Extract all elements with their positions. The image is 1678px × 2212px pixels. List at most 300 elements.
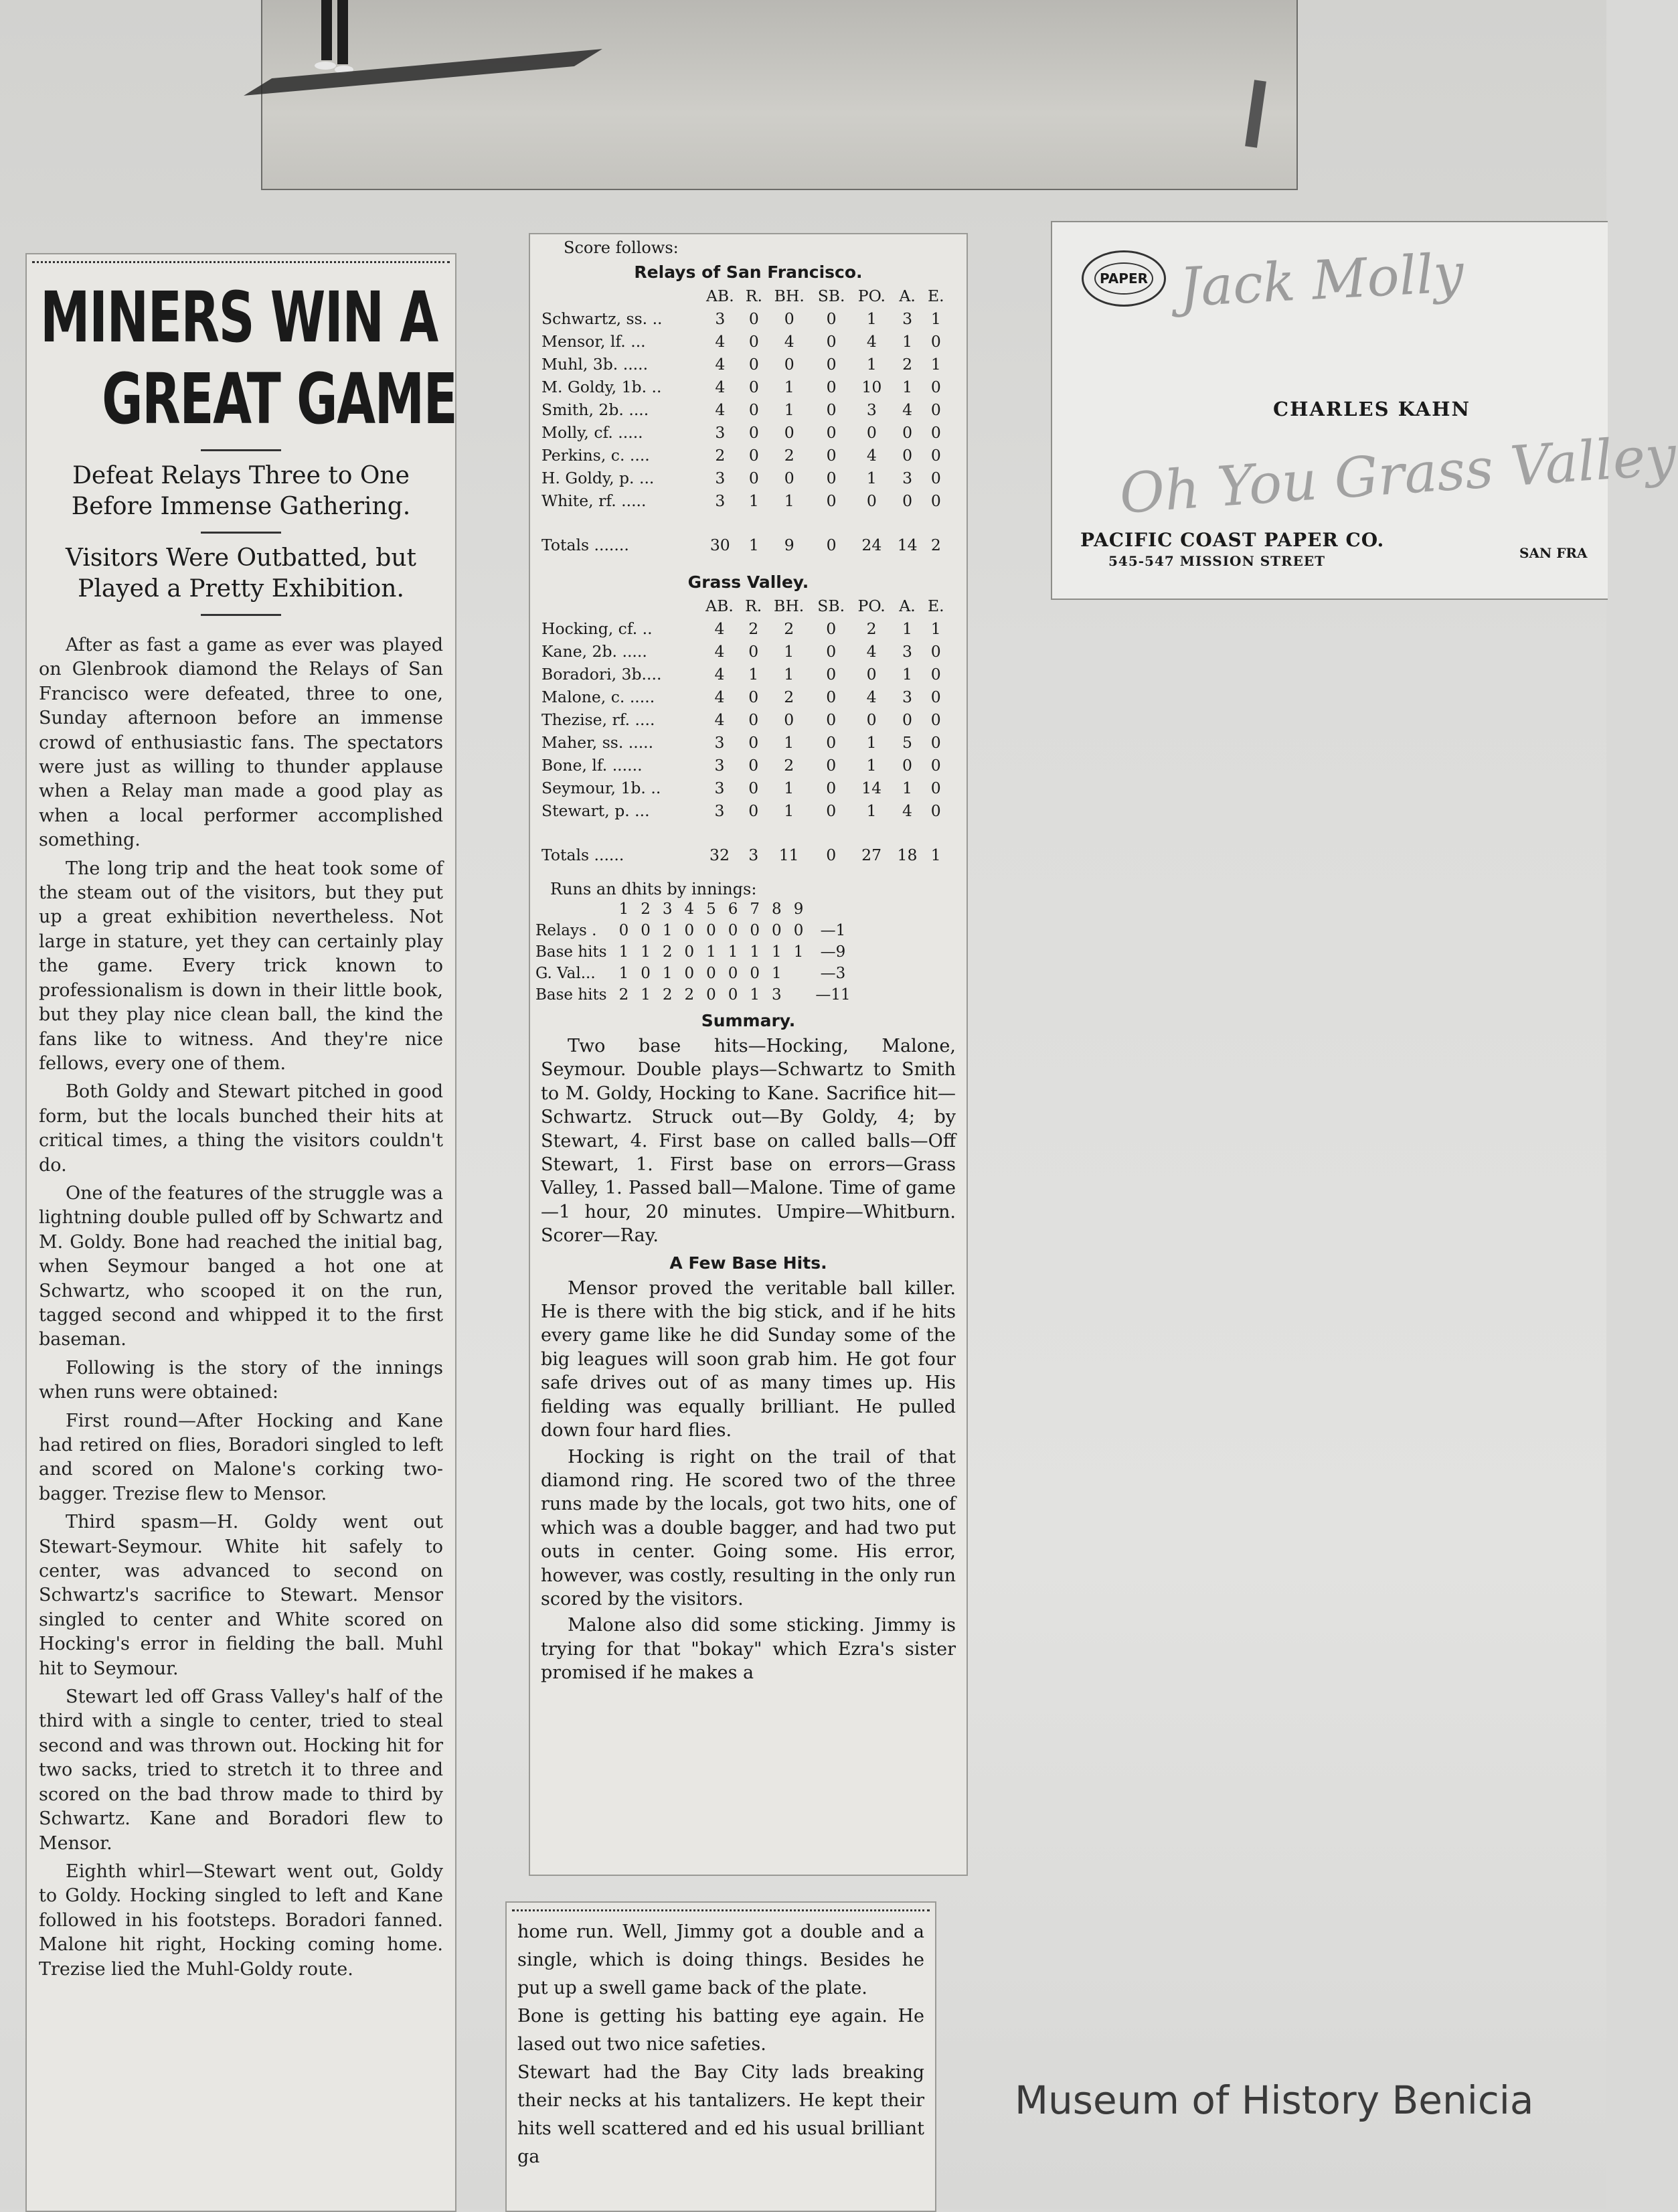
innings-label: G. Val... [535,965,596,982]
divider [201,449,281,451]
stat-cell: 0 [826,665,837,684]
box-score-clipping [529,233,968,1876]
grass-valley-rows [539,617,949,866]
stat-cell: 1 [866,469,877,487]
company-name: PACIFIC COAST PAPER CO. [1080,529,1385,551]
paragraph: Following is the story of the innings when runs were obtained: [39,1357,443,1403]
paragraph: Stewart led off Grass Valley's half of the third with a single to center, tried to steal second and was thrown out. Hocking hit for two sacks, tried to stretch it to three and scored on the bad throw made to third by Schwartz. Kane and Boradori flew to Mensor. [39,1686,443,1854]
signature: Jack Molly [1177,241,1466,319]
stat-cell: 0 [826,309,837,328]
player-name: Molly, cf. ..... [541,423,643,442]
paragraph: Two base hits—Hocking, Malone, Seymour. Double plays—Schwartz to Smith to M. Goldy, Hocking to Kane. Sacrifice hit—Schwartz. Struck out—By Goldy, 4; by Stewart, 4. First base on called balls—Off Stewart, 1. First base on errors—Grass Valley, 1. Passed ball—Malone. Time of game—1 hour, 20 minutes. Umpire—Whitburn. Scorer—Ray. [541,1036,956,1247]
player-name: White, rf. ..... [541,491,647,510]
player-name: Kane, 2b. ..... [541,642,647,661]
player-row [539,489,949,512]
inning-cell: 1 [641,943,651,961]
stat-cell: 0 [784,469,794,487]
stat-cell: 0 [930,756,941,775]
stat-cell: 2 [784,756,794,775]
stat-cell: 4 [715,355,726,374]
inning-number: 9 [793,900,804,918]
stat-cell: 3 [866,400,877,419]
stat-cell: 0 [930,378,941,396]
player-row [539,754,949,777]
stat-cell: 4 [714,619,725,638]
stat-cell: 2 [866,619,877,638]
stat-cell: 0 [748,801,759,820]
stat-cell: 3 [748,846,759,864]
stat-cell: 0 [930,491,941,510]
player-name: Boradori, 3b.... [541,665,662,684]
stat-cell: 1 [902,779,912,797]
stat-cell: 0 [784,355,794,374]
stat-cell: 1 [784,400,794,419]
stat-cell: 0 [930,332,941,351]
inning-number: 6 [728,900,738,918]
stat-cell: 1 [748,665,759,684]
stat-cell: 1 [784,733,794,752]
inning-cell: 0 [728,986,738,1004]
innings-row [535,920,857,941]
column-header: SB. [817,597,845,615]
innings-label: Relays . [535,922,597,939]
stat-cell: 2 [715,446,726,465]
stat-cell: 1 [930,619,941,638]
innings-label: Base hits [535,943,607,961]
stat-cell: 1 [784,779,794,797]
stat-cell: 0 [866,665,877,684]
stat-cell: 3 [714,801,725,820]
stat-cell: 0 [748,332,759,351]
paragraph: home run. Well, Jimmy got a double and a single, which is doing things. Besides he put up a swell game back of the plate. [517,1921,924,1998]
inning-cell: 1 [793,943,804,961]
card-name: CHARLES KAHN [1273,398,1471,420]
column-header: BH. [774,287,805,305]
inning-number: 7 [750,900,760,918]
inning-number: 3 [662,900,673,918]
paragraph: Third spasm—H. Goldy went out Stewart-Seymour. White hit safely to center, was advanced to second on Schwartz's sacrifice to Stewart. Mensor singled to center and White scored on Hocking's error in fielding the ball. Muhl hit to Seymour. [39,1512,443,1679]
column-header: E. [927,597,944,615]
basehits-title: A Few Base Hits. [669,1253,827,1273]
stat-cell: 1 [866,733,877,752]
player-row [539,467,949,489]
inning-cell: 1 [750,986,760,1004]
inning-cell: 1 [772,943,782,961]
headline-line1: MINERS WIN A [40,276,438,358]
player-row [539,777,949,799]
summary-text [541,1034,956,1248]
stat-cell: 3 [902,688,912,706]
subheadline-1: Defeat Relays Three to One Before Immense Gathering. [71,462,411,520]
stat-cell: 0 [748,400,759,419]
stat-cell: 1 [866,756,877,775]
inning-number [809,898,856,920]
inning-cell: 0 [618,922,629,939]
player-figure [289,0,376,80]
stat-cell: 3 [715,423,726,442]
stat-cell: 1 [866,309,877,328]
player-name: Mensor, lf. ... [541,332,646,351]
handwritten-note: Oh You Grass Valley [1117,424,1678,526]
innings-rows [535,920,857,1006]
stat-cell: 14 [897,536,918,554]
inning-cell: 2 [684,986,695,1004]
player-row [539,307,949,330]
inning-cell: 1 [728,943,738,961]
stat-cell: 1 [930,355,941,374]
inning-cell: 0 [641,922,651,939]
grass-valley-title: Grass Valley. [687,572,809,592]
column-header: A. [899,287,916,305]
stat-cell: 1 [902,378,913,396]
border-dots [512,1903,930,1911]
player-row [539,353,949,376]
stat-cell: 0 [826,423,837,442]
inning-number: 2 [641,900,651,918]
innings-row [535,963,857,984]
inning-cell: —1 [820,922,846,939]
inning-cell: 2 [618,986,629,1004]
paper-logo [1082,250,1166,307]
stat-cell: 0 [930,801,941,820]
summary-title: Summary. [701,1011,796,1030]
relays-box-score [539,285,949,556]
stat-cell: 0 [748,446,759,465]
photo-tack [1245,80,1266,148]
player-row [539,640,949,663]
column-header: AB. [705,287,734,305]
column-header: E. [928,287,944,305]
stat-cell: 1 [784,801,794,820]
stat-cell: 1 [930,309,941,328]
stat-cell: 4 [714,710,725,729]
stat-cell: 0 [748,779,759,797]
stat-cell: 24 [861,536,882,554]
player-name: Smith, 2b. .... [541,400,649,419]
inning-cell: 2 [662,986,673,1004]
stat-cell: 4 [902,801,912,820]
stat-cell: 30 [709,536,730,554]
stat-cell: 3 [715,309,726,328]
stat-cell: 0 [866,423,877,442]
stat-cell: 0 [826,536,837,554]
stat-cell: 0 [748,756,759,775]
stat-cell: 1 [784,378,794,396]
inning-number: 1 [618,900,629,918]
company-city: SAN FRA [1519,545,1588,561]
stat-cell: 4 [715,332,726,351]
player-row [539,376,949,398]
divider [201,614,281,616]
inning-cell: —9 [820,943,846,961]
stat-cell: 0 [748,710,759,729]
stat-cell: 10 [861,378,882,396]
stat-cell: 0 [826,756,837,775]
business-card [1051,221,1678,600]
inning-cell: 0 [684,922,695,939]
column-header: PO. [857,287,886,305]
player-row [539,663,949,686]
stat-cell: 0 [902,491,913,510]
stat-cell: 1 [902,665,912,684]
stat-cell: 0 [826,332,837,351]
paragraph: Bone is getting his batting eye again. He lased out two nice safeties. [517,2006,924,2055]
inning-cell: 0 [728,922,738,939]
column-header: A. [899,597,916,615]
stat-cell: 0 [784,309,794,328]
stat-cell: 0 [930,400,941,419]
stat-cell: 3 [902,469,913,487]
player-name: Muhl, 3b. ..... [541,355,649,374]
stat-cell: 0 [826,642,837,661]
player-row [539,731,949,754]
column-header: R. [745,287,762,305]
paragraph: Mensor proved the veritable ball killer. He is there with the big stick, and if he hits every game like he did Sunday some of the big leagues will soon grab him. He got four safe drives out of as many times up. His fielding was equally brilliant. He pulled down four hard flies. [541,1277,956,1441]
relays-rows [539,307,949,556]
inning-cell: 0 [706,965,716,982]
player-row [539,444,949,467]
grass-valley-box-score [539,595,949,866]
stat-cell: 0 [826,446,837,465]
stat-cell: 2 [784,446,794,465]
stat-cell: 3 [714,733,725,752]
continuation-text [517,1918,924,2171]
totals-label: Totals ...... [541,846,624,864]
stat-cell: 0 [826,688,837,706]
stat-cell: 1 [784,642,794,661]
player-name: H. Goldy, p. ... [541,469,655,487]
stat-cell: 0 [826,355,837,374]
watermark: Museum of History Benicia [1015,2077,1534,2123]
inning-cell: 2 [662,943,673,961]
subheadline-2: Visitors Were Outbatted, but Played a Pretty Exhibition. [65,544,416,603]
paragraph: Hocking is right on the trail of that diamond ring. He scored two of the three runs made by the locals, got two hits, one of which was a double bagger, and had two put outs in center. Going some. His error, however, was costly, resulting in the only run scored by the visitors. [541,1446,956,1609]
stat-cell: 0 [748,309,759,328]
inning-cell: 1 [618,943,629,961]
player-row [539,330,949,353]
innings-row [535,984,857,1006]
stat-cell: 0 [748,469,759,487]
stat-cell: 2 [784,688,794,706]
header-cell [535,898,613,920]
stat-cell: 0 [866,491,877,510]
stat-cell: 4 [784,332,794,351]
stat-cell: 0 [930,423,941,442]
article-body [39,633,443,1982]
player-name: Maher, ss. ..... [541,733,654,752]
inning-cell: 0 [728,965,738,982]
inning-cell: 0 [706,986,716,1004]
stat-cell: 1 [784,665,794,684]
inning-cell [788,984,810,1006]
stat-cell: 3 [902,309,913,328]
stat-cell: 4 [714,665,725,684]
column-headers [539,595,949,617]
header-cell [539,595,699,617]
player-name: Stewart, p. ... [541,801,650,820]
stat-cell: 2 [784,619,794,638]
headline [40,276,457,440]
column-header: PO. [857,597,886,615]
column-header: AB. [705,597,734,615]
innings-label: Base hits [535,986,607,1004]
stat-cell: 11 [778,846,799,864]
stat-cell: 1 [748,536,759,554]
stat-cell: 1 [748,491,759,510]
inning-cell: 0 [684,965,695,982]
divider [201,532,281,534]
stat-cell: 0 [826,710,837,729]
player-name: Malone, c. ..... [541,688,655,706]
stat-cell: 0 [902,710,912,729]
stat-cell: 0 [826,779,837,797]
innings-header [535,898,857,920]
inning-number: 8 [772,900,782,918]
column-headers [539,285,949,307]
stat-cell: 0 [826,491,837,510]
inning-number: 5 [706,900,716,918]
basehits-text [541,1277,956,1685]
stat-cell: 0 [826,801,837,820]
stat-cell: 0 [902,423,913,442]
player-row [539,617,949,640]
player-name: M. Goldy, 1b. .. [541,378,662,396]
stat-cell: 4 [866,446,877,465]
inning-cell: 0 [684,943,695,961]
inning-cell: 0 [750,965,760,982]
photograph [261,0,1298,190]
paragraph: First round—After Hocking and Kane had retired on flies, Boradori singled to left and scored on Malone's corking two-bagger. Trezise flew to Mensor. [39,1410,443,1504]
player-row [539,398,949,421]
stat-cell: 0 [902,756,912,775]
stat-cell: 18 [897,846,918,864]
inning-cell: 1 [662,922,673,939]
column-header: R. [745,597,762,615]
logo-text: PAPER [1094,262,1153,295]
player-name: Thezise, rf. .... [541,710,655,729]
inning-number: 4 [684,900,695,918]
paragraph: Both Goldy and Stewart pitched in good form, but the locals bunched their hits at critical times, a thing the visitors couldn't do. [39,1081,443,1176]
stat-cell: 4 [715,378,726,396]
stat-cell: 1 [930,846,941,864]
player-row [539,421,949,444]
stat-cell: 0 [826,733,837,752]
player-name: Bone, lf. ...... [541,756,643,775]
stat-cell: 4 [866,642,877,661]
paragraph: Malone also did some sticking. Jimmy is trying for that "bokay" which Ezra's sister promised if he makes a [541,1615,956,1684]
inning-cell: 0 [772,922,782,939]
stat-cell: 0 [784,423,794,442]
stat-cell: 3 [714,779,725,797]
player-name: Perkins, c. .... [541,446,650,465]
player-row [539,686,949,708]
company-address: 545-547 MISSION STREET [1108,553,1326,569]
stat-cell: 0 [866,710,877,729]
stat-cell: 0 [748,733,759,752]
stat-cell: 0 [748,688,759,706]
stat-cell: 0 [930,733,941,752]
inning-cell: 1 [706,943,716,961]
stat-cell: 4 [902,400,913,419]
stat-cell: 14 [861,779,882,797]
stat-cell: 4 [866,332,877,351]
stat-cell: 0 [930,665,941,684]
stat-cell: 0 [826,846,837,864]
border-dots [32,254,450,263]
stat-cell: 0 [902,446,913,465]
score-intro: Score follows: [564,238,679,257]
stat-cell: 0 [826,378,837,396]
stat-cell: 9 [784,536,794,554]
stat-cell: 0 [748,378,759,396]
stat-cell: 1 [902,332,913,351]
paragraph: Stewart had the Bay City lads breaking their necks at his tantalizers. He kept their hits well scattered and ed his usual brilliant ga [517,2062,924,2167]
paragraph: Eighth whirl—Stewart went out, Goldy to Goldy. Hocking singled to left and Kane followed in his footsteps. Boradori fanned. Malone hit right, Hocking coming home. Trezise lied the Muhl-Goldy route. [39,1861,443,1980]
stat-cell: 5 [902,733,912,752]
innings-table [535,898,857,1006]
stat-cell: 2 [748,619,759,638]
stat-cell: 0 [826,400,837,419]
stat-cell: 0 [930,688,941,706]
stat-cell: 0 [748,355,759,374]
inning-cell: 1 [618,965,629,982]
stat-cell: 4 [714,642,725,661]
inning-cell: 1 [662,965,673,982]
totals-row [539,512,949,556]
inning-cell: 1 [750,943,760,961]
inning-cell: 1 [772,965,782,982]
stat-cell: 4 [866,688,877,706]
inning-cell: 0 [641,965,651,982]
stat-cell: 1 [866,801,877,820]
stat-cell: 0 [930,642,941,661]
stat-cell: 0 [748,642,759,661]
stat-cell: 32 [709,846,730,864]
headline-line2: GREAT GAME [102,358,457,440]
paragraph: One of the features of the struggle was a lightning double pulled off by Schwartz and M. Goldy. Bone had reached the initial bag, when Seymour banged a hot one at Schwartz, who scooped it on the run, tagged second and whipped it to the first baseman. [39,1182,443,1350]
column-header: BH. [774,597,805,615]
inning-cell: 0 [750,922,760,939]
stat-cell: 27 [861,846,882,864]
player-row [539,708,949,731]
stat-cell: 2 [930,536,941,554]
paragraph: The long trip and the heat took some of the steam out of the visitors, but they put up a great exhibition nevertheless. Not large in stature, yet they can certainly play the game. Every trick known to professionalism is down in their little book, but they play nice clean ball, the kind the fans like to witness. And they're nice fellows, every one of them. [39,858,443,1074]
stat-cell: 4 [714,688,725,706]
stat-cell: 0 [784,710,794,729]
stat-cell: 3 [902,642,912,661]
innings-row [535,941,857,963]
stat-cell: 0 [930,446,941,465]
header-cell [539,285,699,307]
inning-cell: 1 [641,986,651,1004]
inning-cell: —11 [815,986,851,1004]
inning-cell: 0 [706,922,716,939]
stat-cell: 0 [930,779,941,797]
stat-cell: 4 [715,400,726,419]
inning-cell: 3 [772,986,782,1004]
paragraph: After as fast a game as ever was played on Glenbrook diamond the Relays of San Francisco were defeated, three to one, Sunday afternoon before an immense crowd of enthusiastic fans. The spectators were just as willing to thunder applause when a Relay man made a good play as when a local performer accomplished something. [39,635,443,851]
stat-cell: 0 [748,423,759,442]
stat-cell: 0 [826,619,837,638]
player-row [539,799,949,822]
article-clipping [25,253,456,2212]
innings-title: Runs an dhits by innings: [550,880,757,898]
continuation-clipping [505,1901,936,2212]
stat-cell: 3 [715,469,726,487]
inning-cell: —3 [820,965,846,982]
player-name: Seymour, 1b. .. [541,779,661,797]
inning-cell [788,963,810,984]
